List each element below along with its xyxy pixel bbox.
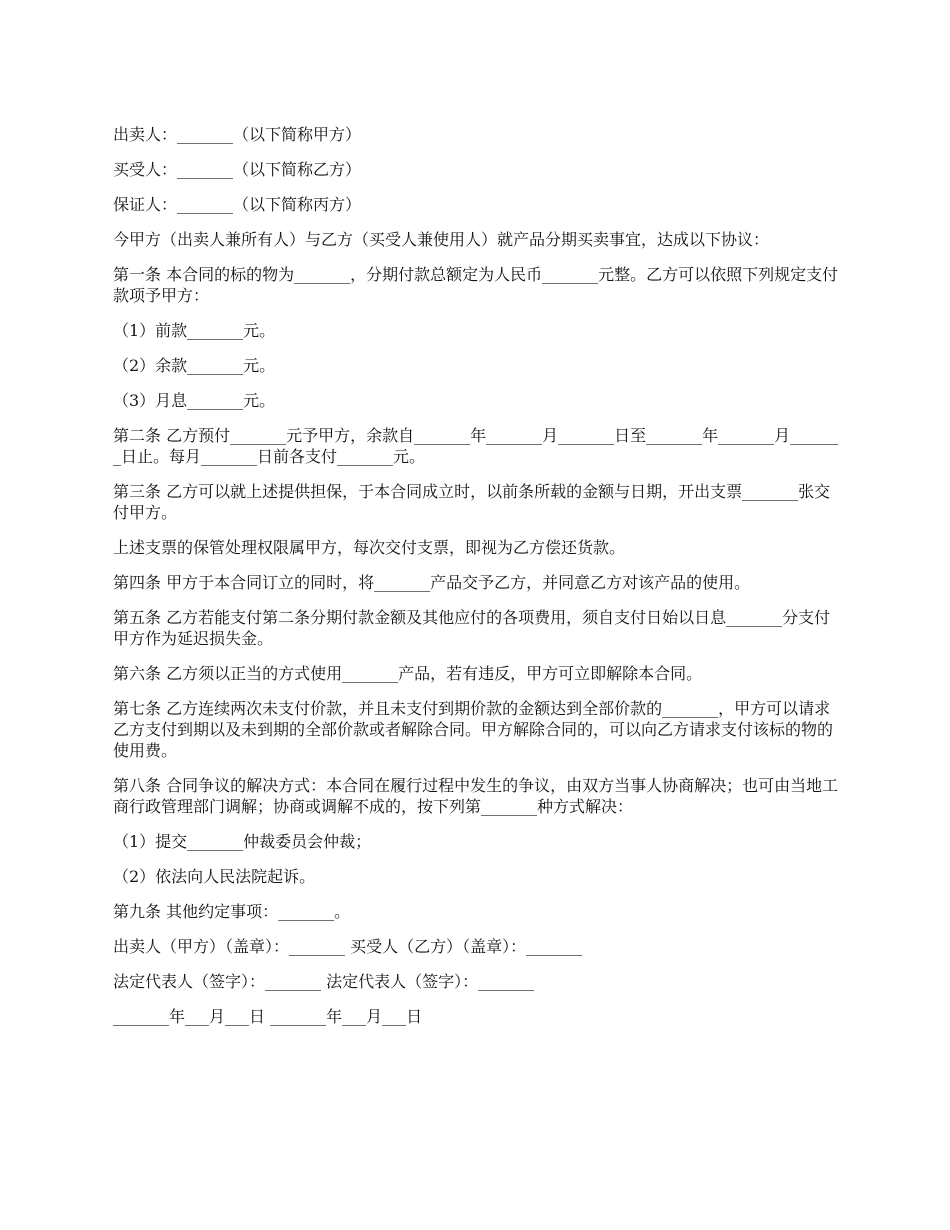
article-3: 第三条 乙方可以就上述提供担保，于本合同成立时，以前条所载的金额与日期，开出支票_______张交付甲方。 bbox=[113, 482, 831, 522]
article-2: 第二条 乙方预付_______元予甲方，余款自_______年_______月_______日至_______年_______月_______日止。每月_______日前各支付_______元。 bbox=[113, 426, 839, 466]
article-1: 第一条 本合同的标的物为_______，分期付款总额定为人民币_______元整。乙方可以依照下列规定支付款项予甲方： bbox=[113, 265, 839, 305]
contract-document bbox=[113, 124, 840, 1041]
article-6: 第六条 乙方须以正当的方式使用_______产品，若有违反，甲方可立即解除本合同。 bbox=[113, 664, 703, 683]
guarantor-line: 保证人：_______（以下简称丙方） bbox=[113, 195, 362, 214]
article-1-item-3: （3）月息_______元。 bbox=[113, 391, 276, 410]
article-7: 第七条 乙方连续两次未支付价款，并且未支付到期价款的金额达到全部价款的_______，甲方可以请求乙方支付到期以及未到期的全部价款或者解除合同。甲方解除合同的，可以向乙方请求支付该标的物的使用费。 bbox=[113, 699, 834, 760]
article-9: 第九条 其他约定事项：_______。 bbox=[113, 902, 351, 921]
article-8-item-1: （1）提交_______仲裁委员会仲裁； bbox=[113, 832, 372, 851]
signature-representatives-line: 法定代表人（签字）：_______ 法定代表人（签字）：_______ bbox=[113, 972, 535, 991]
article-4: 第四条 甲方于本合同订立的同时，将_______产品交予乙方，并同意乙方对该产品的使用。 bbox=[113, 573, 751, 592]
seller-line: 出卖人：_______（以下简称甲方） bbox=[113, 125, 362, 144]
article-1-item-2: （2）余款_______元。 bbox=[113, 356, 276, 375]
article-1-item-1: （1）前款_______元。 bbox=[113, 321, 276, 340]
signature-dates-line: _______年___月___日 _______年___月___日 bbox=[113, 1007, 423, 1026]
preamble: 今甲方（出卖人兼所有人）与乙方（买受人兼使用人）就产品分期买卖事宜，达成以下协议： bbox=[113, 230, 770, 249]
article-3-note: 上述支票的保管处理权限属甲方，每次交付支票，即视为乙方偿还货款。 bbox=[113, 538, 626, 557]
article-5: 第五条 乙方若能支付第二条分期付款金额及其他应付的各项费用，须自支付日始以日息_______分支付甲方作为延迟损失金。 bbox=[113, 608, 831, 648]
signature-seals-line: 出卖人（甲方）（盖章）：_______ 买受人（乙方）（盖章）：_______ bbox=[113, 937, 583, 956]
buyer-line: 买受人：_______（以下简称乙方） bbox=[113, 160, 362, 179]
article-8-item-2: （2）依法向人民法院起诉。 bbox=[113, 867, 316, 886]
article-8: 第八条 合同争议的解决方式：本合同在履行过程中发生的争议，由双方当事人协商解决；也可由当地工商行政管理部门调解；协商或调解不成的，按下列第_______种方式解决： bbox=[113, 776, 839, 816]
